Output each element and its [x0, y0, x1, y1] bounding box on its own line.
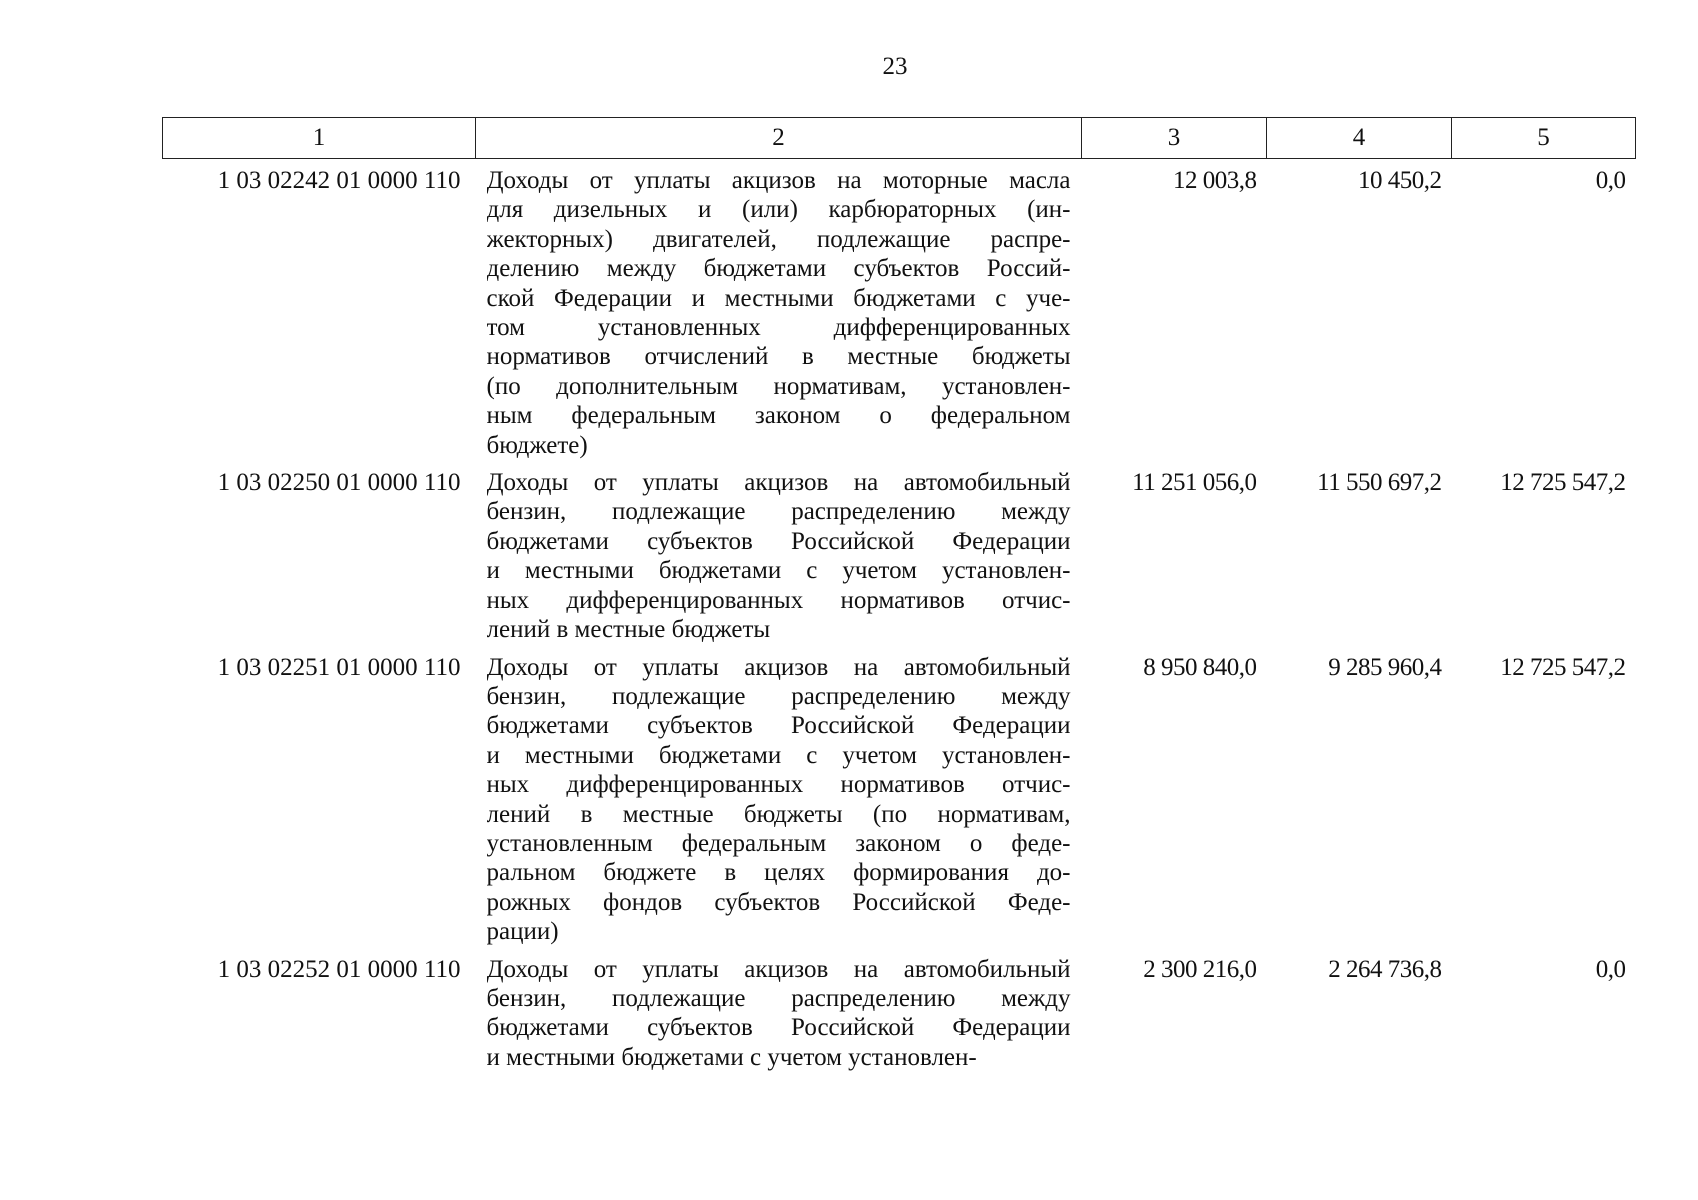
description-line: и местными бюджетами с учетом установлен-	[486, 557, 1071, 585]
description-cell	[476, 461, 1082, 645]
description-line: и местными бюджетами с учетом установлен-	[486, 1043, 977, 1071]
description-line: бензин, подлежащие распределению между	[486, 984, 1071, 1012]
amount-cell-4: 9 285 960,4	[1328, 653, 1442, 681]
description-line: Доходы от уплаты акцизов на моторные масла	[486, 167, 1071, 194]
column-header-3: 3	[1082, 118, 1267, 159]
description-line: жекторных) двигателей, подлежащие распре-	[486, 225, 1071, 253]
amount-cell-3: 11 251 056,0	[1132, 469, 1257, 497]
description-cell	[476, 159, 1082, 462]
column-header-5: 5	[1452, 118, 1636, 159]
description-line: бензин, подлежащие распределению между	[486, 682, 1071, 710]
amount-cell-4: 11 550 697,2	[1317, 469, 1442, 497]
amount-cell-5: 12 725 547,2	[1500, 469, 1626, 497]
table-row	[163, 646, 1636, 948]
page-number: 23	[882, 53, 908, 80]
description-line: ных дифференцированных нормативов отчис-	[486, 586, 1071, 614]
description-line: и местными бюджетами с учетом установлен-	[486, 741, 1071, 769]
table-body	[163, 159, 1636, 1074]
amount-cell-5: 0,0	[1595, 167, 1626, 194]
description-line: бюджетами субъектов Российской Федерации	[486, 1014, 1071, 1042]
description-line: том установленных дифференцированных	[486, 314, 1071, 342]
description-line: бюджете)	[486, 431, 588, 459]
amount-cell-4: 10 450,2	[1358, 167, 1442, 194]
budget-code-cell: 1 03 02251 01 0000 110	[217, 653, 461, 681]
table-row	[163, 461, 1636, 645]
description-line: ным федеральным законом о федеральном	[486, 402, 1071, 430]
description-line: бензин, подлежащие распределению между	[486, 498, 1071, 526]
table-row	[163, 948, 1636, 1074]
table-row	[163, 159, 1636, 462]
budget-code-cell: 1 03 02242 01 0000 110	[217, 167, 461, 194]
column-header-2: 2	[476, 118, 1082, 159]
description-line: ных дифференцированных нормативов отчис-	[486, 771, 1071, 799]
amount-cell-4: 2 264 736,8	[1328, 955, 1442, 983]
description-line: делению между бюджетами субъектов Россий-	[486, 255, 1071, 283]
revenue-table	[162, 117, 1636, 1073]
column-header-4: 4	[1267, 118, 1452, 159]
description-line: нормативов отчислений в местные бюджеты	[486, 343, 1071, 371]
description-line: лений в местные бюджеты	[486, 616, 771, 644]
column-header-1: 1	[163, 118, 476, 159]
amount-cell-3: 2 300 216,0	[1143, 955, 1257, 983]
description-line: бюджетами субъектов Российской Федерации	[486, 712, 1071, 740]
description-line: Доходы от уплаты акцизов на автомобильный	[486, 653, 1071, 681]
amount-cell-3: 12 003,8	[1173, 167, 1257, 194]
description-cell	[476, 646, 1082, 948]
description-line: рации)	[486, 918, 559, 946]
description-line: установленным федеральным законом о феде-	[486, 829, 1071, 857]
description-line: Доходы от уплаты акцизов на автомобильный	[486, 469, 1071, 497]
description-line: (по дополнительным нормативам, установлен-	[486, 372, 1071, 400]
table-header-row	[163, 118, 1636, 159]
description-line: Доходы от уплаты акцизов на автомобильный	[486, 955, 1071, 983]
description-line: рожных фондов субъектов Российской Феде-	[486, 888, 1071, 916]
description-line: для дизельных и (или) карбюраторных (ин-	[486, 196, 1071, 224]
description-line: ской Федерации и местными бюджетами с уче-	[486, 284, 1071, 312]
budget-code-cell: 1 03 02250 01 0000 110	[217, 469, 461, 497]
description-line: лений в местные бюджеты (по нормативам,	[486, 800, 1071, 828]
description-line: ральном бюджете в целях формирования до-	[486, 859, 1071, 887]
amount-cell-5: 0,0	[1595, 955, 1626, 983]
budget-code-cell: 1 03 02252 01 0000 110	[217, 955, 461, 983]
description-cell	[476, 948, 1082, 1074]
amount-cell-3: 8 950 840,0	[1143, 653, 1257, 681]
description-line: бюджетами субъектов Российской Федерации	[486, 527, 1071, 555]
amount-cell-5: 12 725 547,2	[1500, 653, 1626, 681]
